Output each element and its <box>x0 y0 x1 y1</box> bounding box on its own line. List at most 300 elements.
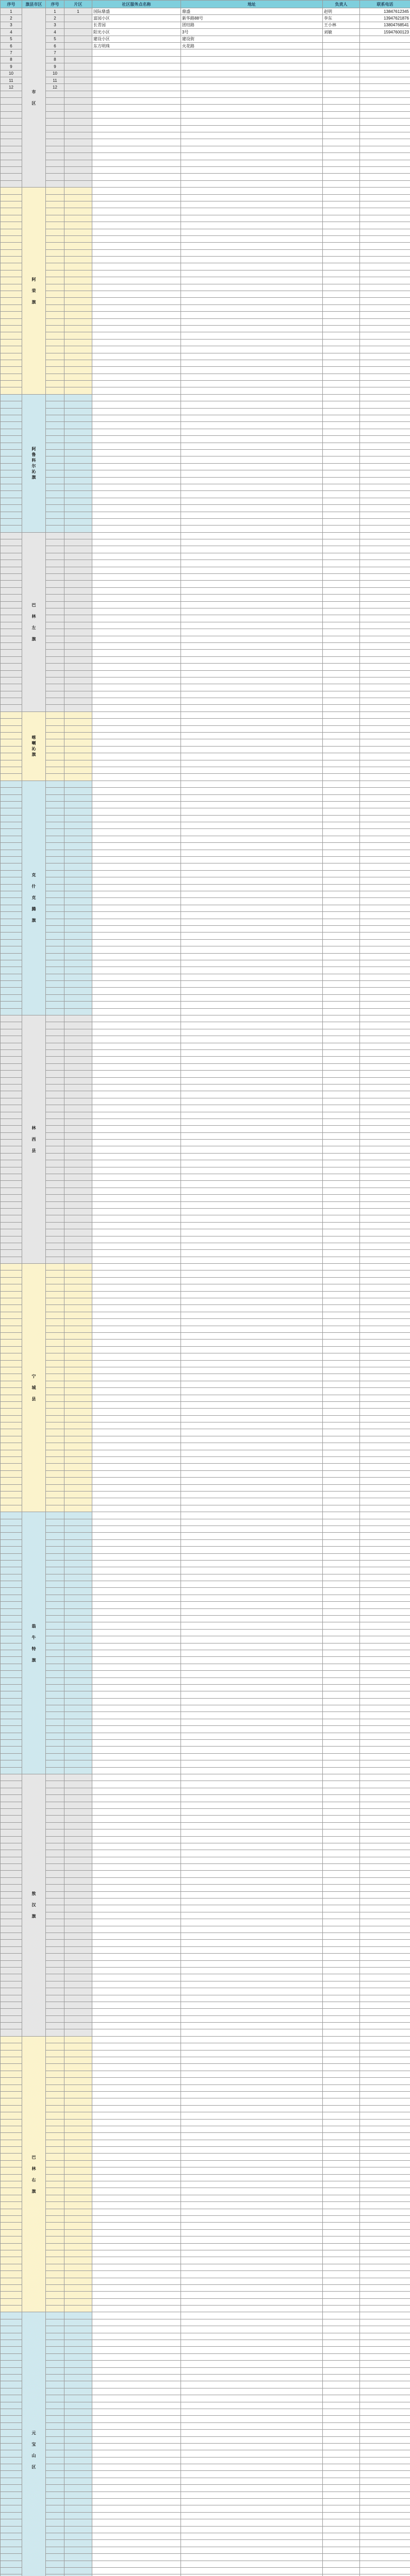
sequence-cell <box>46 781 64 787</box>
sequence-cell <box>46 746 64 753</box>
row-number-cell <box>1 1767 22 1774</box>
phone-cell: 15947600123 <box>360 29 410 36</box>
table-row <box>1 1284 410 1291</box>
area-cell <box>64 422 92 429</box>
sequence-cell <box>46 2319 64 2326</box>
table-row <box>1 1312 410 1318</box>
phone-cell <box>360 2036 410 2043</box>
table-row <box>1 1257 410 1263</box>
row-number-cell <box>1 863 22 870</box>
row-number-cell <box>1 767 22 773</box>
area-cell <box>64 1588 92 1595</box>
contact-person-cell <box>323 174 360 180</box>
table-row <box>1 512 410 518</box>
table-row <box>1 877 410 884</box>
table-row <box>1 967 410 974</box>
point-name-cell <box>92 1740 181 1747</box>
phone-cell <box>360 1560 410 1567</box>
area-cell <box>64 994 92 1001</box>
sequence-cell <box>46 1677 64 1684</box>
row-number-cell <box>1 2554 22 2561</box>
table-row <box>1 1767 410 1774</box>
row-number-cell <box>1 1222 22 1229</box>
point-name-cell <box>92 1733 181 1739</box>
contact-person-cell <box>323 1850 360 1857</box>
address-cell <box>181 470 323 477</box>
contact-person-cell <box>323 1974 360 1981</box>
point-name-cell <box>92 587 181 594</box>
table-row <box>1 1899 410 1905</box>
table-row <box>1 650 410 656</box>
row-number-cell <box>1 2126 22 2132</box>
contact-person-cell <box>323 1933 360 1939</box>
area-cell <box>64 2023 92 2029</box>
row-number-cell <box>1 2505 22 2512</box>
row-number-cell <box>1 1146 22 1153</box>
contact-person-cell <box>323 705 360 711</box>
area-cell <box>64 1388 92 1395</box>
row-number-cell <box>1 1795 22 1802</box>
sequence-cell <box>46 436 64 443</box>
area-cell <box>64 284 92 291</box>
phone-cell <box>360 2119 410 2126</box>
row-number-cell <box>1 2257 22 2264</box>
contact-person-cell <box>323 1229 360 1236</box>
table-row <box>1 1526 410 1532</box>
row-number-cell: 9 <box>1 63 22 70</box>
address-cell <box>181 1981 323 1988</box>
contact-person-cell <box>323 719 360 725</box>
point-name-cell <box>92 1374 181 1381</box>
phone-cell <box>360 670 410 677</box>
area-cell <box>64 670 92 677</box>
phone-cell <box>360 2443 410 2450</box>
table-row <box>1 2002 410 2008</box>
row-number-cell <box>1 1705 22 1712</box>
table-row <box>1 1470 410 1477</box>
address-cell <box>181 1360 323 1367</box>
table-row <box>1 2057 410 2064</box>
area-cell <box>64 2209 92 2215</box>
row-number-cell <box>1 2492 22 2498</box>
contact-person-cell <box>323 698 360 705</box>
sequence-cell <box>46 1015 64 1022</box>
row-number-cell <box>1 408 22 415</box>
phone-cell <box>360 2223 410 2229</box>
table-row <box>1 857 410 863</box>
point-name-cell <box>92 2381 181 2388</box>
table-row <box>1 808 410 815</box>
row-number-cell <box>1 2202 22 2209</box>
sequence-cell <box>46 608 64 615</box>
contact-person-cell <box>323 1526 360 1532</box>
row-number-cell <box>1 2340 22 2347</box>
contact-person-cell <box>323 2298 360 2305</box>
point-name-cell <box>92 1484 181 1491</box>
row-number-cell <box>1 739 22 746</box>
contact-person-cell <box>323 1643 360 1650</box>
point-name-cell <box>92 1388 181 1395</box>
row-number-cell <box>1 270 22 277</box>
phone-cell <box>360 1995 410 2002</box>
table-row <box>1 1802 410 1808</box>
sequence-cell <box>46 2512 64 2519</box>
address-cell <box>181 429 323 435</box>
sequence-cell <box>46 636 64 642</box>
table-row <box>1 1995 410 2002</box>
row-number-cell <box>1 1022 22 1029</box>
point-name-cell <box>92 1816 181 1822</box>
sequence-cell <box>46 1450 64 1456</box>
row-number-cell <box>1 1464 22 1470</box>
point-name-cell <box>92 2002 181 2008</box>
table-row <box>1 2499 410 2505</box>
table-row <box>1 1063 410 1070</box>
phone-cell <box>360 2195 410 2201</box>
phone-cell <box>360 1712 410 1719</box>
point-name-cell <box>92 891 181 898</box>
sequence-cell <box>46 919 64 925</box>
area-cell <box>64 1312 92 1318</box>
row-number-cell <box>1 2478 22 2484</box>
contact-person-cell <box>323 532 360 539</box>
contact-person-cell <box>323 677 360 684</box>
contact-person-cell <box>323 670 360 677</box>
row-number-cell <box>1 857 22 863</box>
area-cell <box>64 235 92 242</box>
table-row <box>1 912 410 919</box>
phone-cell <box>360 222 410 229</box>
contact-person-cell <box>323 277 360 284</box>
phone-cell <box>360 118 410 125</box>
row-number-cell <box>1 1926 22 1933</box>
table-row <box>1 1857 410 1863</box>
row-number-cell <box>1 2409 22 2415</box>
point-name-cell <box>92 1864 181 1871</box>
contact-person-cell <box>323 84 360 91</box>
phone-cell <box>360 512 410 518</box>
contact-person-cell <box>323 1733 360 1739</box>
row-number-cell <box>1 1960 22 1967</box>
point-name-cell <box>92 1822 181 1829</box>
address-cell <box>181 1822 323 1829</box>
table-row <box>1 656 410 663</box>
row-number-cell <box>1 829 22 836</box>
area-cell <box>64 2223 92 2229</box>
point-name-cell <box>92 1250 181 1257</box>
address-cell <box>181 166 323 173</box>
sequence-cell <box>46 1126 64 1132</box>
phone-cell <box>360 2078 410 2084</box>
row-number-cell: 8 <box>1 56 22 63</box>
row-number-cell <box>1 636 22 642</box>
table-row <box>1 208 410 215</box>
sequence-cell <box>46 670 64 677</box>
contact-person-cell <box>323 1208 360 1215</box>
row-number-cell <box>1 2326 22 2333</box>
table-row <box>1 1698 410 1705</box>
point-name-cell <box>92 1036 181 1043</box>
row-number-cell <box>1 567 22 573</box>
area-cell <box>64 615 92 622</box>
address-cell <box>181 2464 323 2471</box>
row-number-cell <box>1 2298 22 2305</box>
address-cell <box>181 1036 323 1043</box>
table-row <box>1 794 410 801</box>
point-name-cell <box>92 960 181 967</box>
sequence-cell: 3 <box>46 22 64 28</box>
point-name-cell <box>92 1802 181 1808</box>
address-cell: 3号 <box>181 29 323 36</box>
contact-person-cell <box>323 1401 360 1408</box>
table-row <box>1 1933 410 1939</box>
row-number-cell <box>1 298 22 304</box>
contact-person-cell <box>323 850 360 856</box>
contact-person-cell <box>323 429 360 435</box>
area-cell <box>64 243 92 249</box>
point-name-cell <box>92 898 181 905</box>
address-cell <box>181 546 323 553</box>
sequence-cell <box>46 111 64 118</box>
area-cell <box>64 1974 92 1981</box>
phone-cell <box>360 953 410 960</box>
point-name-cell <box>92 1829 181 1836</box>
row-number-cell <box>1 1443 22 1450</box>
address-cell <box>181 1298 323 1305</box>
row-number-cell <box>1 222 22 229</box>
phone-cell <box>360 774 410 781</box>
area-cell <box>64 1409 92 1415</box>
area-cell <box>64 125 92 132</box>
table-row <box>1 684 410 691</box>
contact-person-cell <box>323 1126 360 1132</box>
contact-person-cell <box>323 2561 360 2567</box>
row-number-cell <box>1 684 22 691</box>
contact-person-cell <box>323 1436 360 1443</box>
contact-person-cell <box>323 1450 360 1456</box>
table-row <box>1 1140 410 1146</box>
sequence-cell <box>46 1684 64 1691</box>
table-row <box>1 160 410 166</box>
sequence-cell <box>46 1650 64 1656</box>
row-number-cell <box>1 2181 22 2188</box>
contact-person-cell <box>323 1629 360 1636</box>
phone-cell <box>360 719 410 725</box>
table-row <box>1 1967 410 1974</box>
contact-person-cell <box>323 505 360 512</box>
row-number-cell <box>1 884 22 891</box>
contact-person-cell <box>323 491 360 498</box>
area-cell <box>64 2340 92 2347</box>
area-cell <box>64 774 92 781</box>
point-name-cell <box>92 1077 181 1084</box>
address-cell <box>181 2499 323 2505</box>
phone-cell <box>360 2284 410 2291</box>
sequence-cell <box>46 1098 64 1105</box>
sequence-cell <box>46 719 64 725</box>
sequence-cell <box>46 1774 64 1781</box>
row-number-cell <box>1 539 22 546</box>
row-number-cell <box>1 401 22 408</box>
address-cell <box>181 587 323 594</box>
table-row <box>1 753 410 760</box>
table-row <box>1 1905 410 1912</box>
table-row <box>1 401 410 408</box>
area-cell <box>64 1264 92 1270</box>
point-name-cell <box>92 1091 181 1098</box>
row-number-cell <box>1 1981 22 1988</box>
table-row <box>1 960 410 967</box>
address-cell <box>181 1132 323 1139</box>
phone-cell <box>360 656 410 663</box>
row-number-cell <box>1 1015 22 1022</box>
point-name-cell <box>92 1519 181 1526</box>
point-name-cell <box>92 539 181 546</box>
phone-cell <box>360 925 410 932</box>
row-number-cell <box>1 2436 22 2443</box>
point-name-cell <box>92 1657 181 1664</box>
point-name-cell <box>92 2126 181 2132</box>
sequence-cell <box>46 1333 64 1340</box>
phone-cell <box>360 2154 410 2160</box>
phone-cell <box>360 42 410 49</box>
table-row <box>1 1774 410 1781</box>
phone-cell <box>360 318 410 325</box>
contact-person-cell <box>323 1340 360 1346</box>
sequence-cell <box>46 925 64 932</box>
phone-cell <box>360 2422 410 2429</box>
phone-cell <box>360 1132 410 1139</box>
contact-person-cell <box>323 132 360 139</box>
point-name-cell <box>92 1195 181 1201</box>
table-row <box>1 1850 410 1857</box>
phone-cell <box>360 877 410 884</box>
sequence-cell <box>46 815 64 822</box>
sequence-cell <box>46 346 64 353</box>
point-name-cell <box>92 546 181 553</box>
sequence-cell <box>46 401 64 408</box>
row-number-cell <box>1 1257 22 1263</box>
point-name-cell <box>92 2057 181 2064</box>
row-number-cell <box>1 581 22 587</box>
point-name-cell <box>92 1553 181 1560</box>
sequence-cell <box>46 1802 64 1808</box>
point-name-cell <box>92 91 181 97</box>
point-name-cell <box>92 2015 181 2022</box>
sequence-cell <box>46 1974 64 1981</box>
row-number-cell <box>1 367 22 374</box>
phone-cell <box>360 2340 410 2347</box>
contact-person-cell <box>323 180 360 187</box>
address-cell <box>181 608 323 615</box>
phone-cell <box>360 1677 410 1684</box>
address-cell <box>181 595 323 601</box>
row-number-cell <box>1 994 22 1001</box>
area-cell <box>64 760 92 767</box>
address-cell <box>181 988 323 994</box>
table-row <box>1 2292 410 2298</box>
point-name-cell <box>92 1208 181 1215</box>
area-cell <box>64 767 92 773</box>
address-cell <box>181 1305 323 1312</box>
contact-person-cell <box>323 443 360 449</box>
phone-cell <box>360 1077 410 1084</box>
phone-cell <box>360 1960 410 1967</box>
row-number-cell <box>1 2223 22 2229</box>
point-name-cell <box>92 1981 181 1988</box>
area-cell <box>64 2367 92 2374</box>
point-name-cell: 长青园 <box>92 22 181 28</box>
sequence-cell <box>46 1043 64 1049</box>
row-number-cell <box>1 1719 22 1725</box>
contact-person-cell <box>323 2436 360 2443</box>
phone-cell <box>360 574 410 581</box>
contact-person-cell <box>323 353 360 360</box>
area-cell <box>64 1353 92 1360</box>
point-name-cell <box>92 249 181 256</box>
area-cell <box>64 788 92 794</box>
address-cell <box>181 1960 323 1967</box>
phone-cell <box>360 1291 410 1298</box>
sequence-cell <box>46 229 64 235</box>
contact-person-cell <box>323 2036 360 2043</box>
contact-person-cell <box>323 1043 360 1049</box>
district-cell: 喀 喇 沁 旗 <box>22 711 46 781</box>
header-cell: 旗县市区 <box>22 1 46 8</box>
area-cell <box>64 1036 92 1043</box>
row-number-cell <box>1 2561 22 2567</box>
contact-person-cell <box>323 153 360 160</box>
phone-cell <box>360 981 410 988</box>
sequence-cell <box>46 1326 64 1332</box>
phone-cell <box>360 229 410 235</box>
row-number-cell <box>1 1753 22 1760</box>
contact-person-cell <box>323 760 360 767</box>
phone-cell <box>360 1836 410 1843</box>
row-number-cell <box>1 1429 22 1436</box>
table-row <box>1 318 410 325</box>
contact-person-cell <box>323 2326 360 2333</box>
table-row <box>1 450 410 456</box>
area-cell <box>64 1098 92 1105</box>
point-name-cell <box>92 2402 181 2409</box>
area-cell <box>64 1326 92 1332</box>
address-cell <box>181 656 323 663</box>
address-cell <box>181 1140 323 1146</box>
contact-person-cell <box>323 2160 360 2167</box>
address-cell <box>181 746 323 753</box>
row-number-cell <box>1 235 22 242</box>
point-name-cell <box>92 974 181 980</box>
phone-cell <box>360 1188 410 1194</box>
row-number-cell <box>1 2195 22 2201</box>
row-number-cell <box>1 801 22 808</box>
point-name-cell <box>92 277 181 284</box>
contact-person-cell <box>323 1112 360 1118</box>
point-name-cell <box>92 1436 181 1443</box>
area-cell <box>64 1491 92 1498</box>
row-number-cell <box>1 1374 22 1381</box>
point-name-cell <box>92 429 181 435</box>
phone-cell <box>360 2505 410 2512</box>
contact-person-cell <box>323 318 360 325</box>
contact-person-cell <box>323 2174 360 2181</box>
contact-person-cell <box>323 2374 360 2381</box>
phone-cell <box>360 243 410 249</box>
sequence-cell <box>46 2015 64 2022</box>
phone-cell <box>360 49 410 56</box>
sequence-cell <box>46 1174 64 1181</box>
